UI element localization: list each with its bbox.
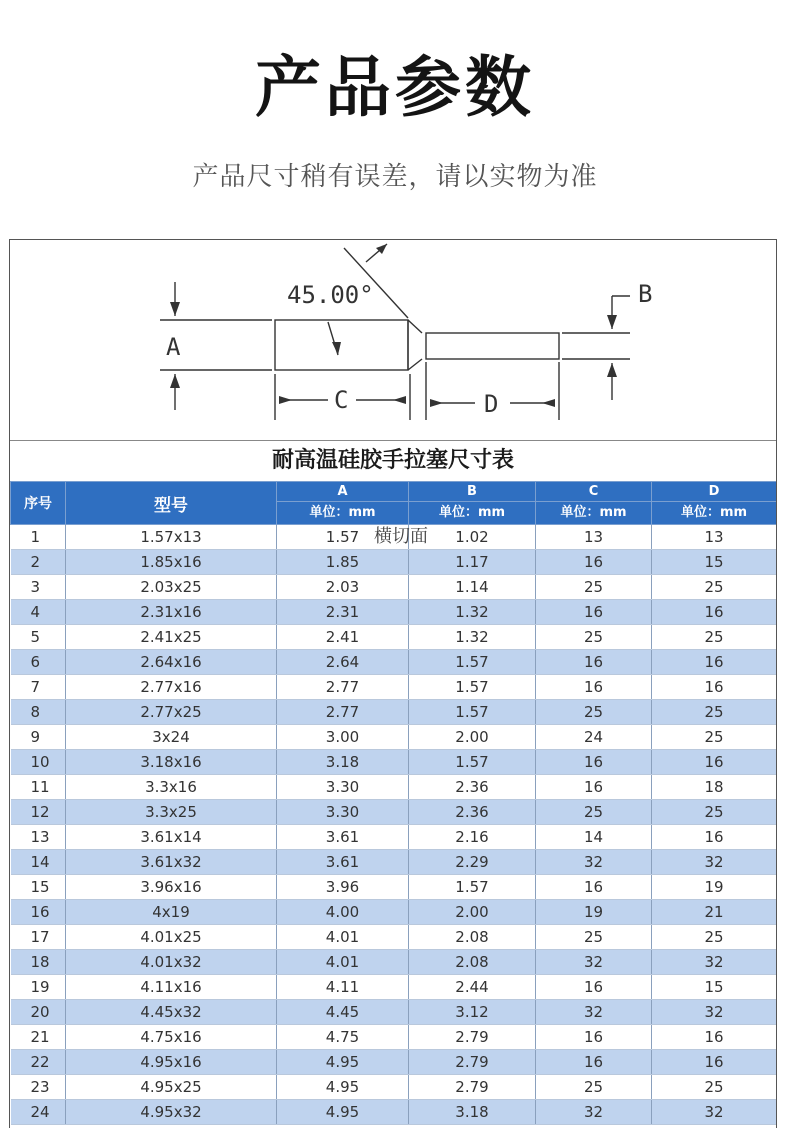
cell-d: 15 — [652, 550, 777, 575]
cell-d: 21 — [652, 900, 777, 925]
cell-model: 4.01x32 — [66, 950, 277, 975]
cell-a: 4.45 — [277, 1000, 409, 1025]
cell-idx: 22 — [11, 1050, 66, 1075]
cell-b: 2.79 — [409, 1075, 536, 1100]
page-title: 产品参数 — [255, 49, 535, 126]
cell-c: 16 — [536, 600, 652, 625]
cell-idx: 3 — [11, 575, 66, 600]
cell-c: 13 — [536, 525, 652, 550]
cell-b: 2.16 — [409, 825, 536, 850]
dim-label-b: B — [638, 280, 653, 308]
cell-a: 2.77 — [277, 700, 409, 725]
page-subtitle: 产品尺寸稍有误差，请以实物为准 — [192, 162, 598, 192]
angle-label: 45.00° — [287, 281, 374, 309]
cell-d: 16 — [652, 1025, 777, 1050]
cell-d: 15 — [652, 975, 777, 1000]
cell-b: 2.00 — [409, 900, 536, 925]
cell-b: 1.14 — [409, 575, 536, 600]
cell-idx: 13 — [11, 825, 66, 850]
cell-idx: 10 — [11, 750, 66, 775]
cell-b: 2.36 — [409, 775, 536, 800]
dim-label-c: C — [334, 386, 349, 414]
cell-b: 1.57 — [409, 700, 536, 725]
cell-idx: 6 — [11, 650, 66, 675]
header-model: 型号 — [66, 482, 277, 525]
cell-idx: 16 — [11, 900, 66, 925]
cell-d: 25 — [652, 1075, 777, 1100]
cell-b: 2.00 — [409, 725, 536, 750]
cell-idx: 15 — [11, 875, 66, 900]
plug-drawing — [10, 240, 776, 440]
header-unit-a: 单位：mm — [277, 502, 409, 525]
table-row — [11, 750, 777, 775]
cell-c: 32 — [536, 950, 652, 975]
cell-idx: 23 — [11, 1075, 66, 1100]
table-row — [11, 725, 777, 750]
cell-b: 2.08 — [409, 925, 536, 950]
cell-a: 3.00 — [277, 725, 409, 750]
cell-a: 4.95 — [277, 1100, 409, 1125]
cell-idx: 2 — [11, 550, 66, 575]
cell-d: 18 — [652, 775, 777, 800]
cell-c: 16 — [536, 675, 652, 700]
cell-c: 16 — [536, 875, 652, 900]
cell-d: 16 — [652, 1050, 777, 1075]
cell-a: 2.77 — [277, 675, 409, 700]
cell-model: 2.31x16 — [66, 600, 277, 625]
cell-a: 4.11 — [277, 975, 409, 1000]
cell-c: 25 — [536, 800, 652, 825]
cell-d: 32 — [652, 1000, 777, 1025]
table-row — [11, 675, 777, 700]
table-title: 耐高温硅胶手拉塞尺寸表 — [10, 440, 776, 482]
header-c: C — [536, 482, 652, 502]
cell-model: 4.75x16 — [66, 1025, 277, 1050]
cell-a: 2.41 — [277, 625, 409, 650]
cell-idx: 11 — [11, 775, 66, 800]
table-row — [11, 1000, 777, 1025]
cell-b: 3.18 — [409, 1100, 536, 1125]
cell-c: 32 — [536, 1100, 652, 1125]
cell-c: 25 — [536, 1075, 652, 1100]
header-b: B — [409, 482, 536, 502]
cell-c: 16 — [536, 975, 652, 1000]
header-a: A — [277, 482, 409, 502]
table-row — [11, 1025, 777, 1050]
cell-d: 19 — [652, 875, 777, 900]
cell-idx: 4 — [11, 600, 66, 625]
cell-d: 25 — [652, 700, 777, 725]
cell-d: 16 — [652, 600, 777, 625]
cell-c: 16 — [536, 650, 652, 675]
cell-a: 4.01 — [277, 925, 409, 950]
cell-a: 3.96 — [277, 875, 409, 900]
cell-c: 16 — [536, 1025, 652, 1050]
cell-model: 4.95x32 — [66, 1100, 277, 1125]
cell-idx: 8 — [11, 700, 66, 725]
table-row — [11, 775, 777, 800]
cell-b: 1.57 — [409, 675, 536, 700]
cell-model: 4.01x25 — [66, 925, 277, 950]
cell-d: 32 — [652, 850, 777, 875]
dimension-diagram — [10, 240, 776, 440]
cell-c: 16 — [536, 775, 652, 800]
cell-d: 25 — [652, 725, 777, 750]
cell-a: 2.03 — [277, 575, 409, 600]
cell-c: 16 — [536, 550, 652, 575]
cell-model: 3.3x25 — [66, 800, 277, 825]
cell-d: 25 — [652, 625, 777, 650]
table-row — [11, 700, 777, 725]
cell-c: 25 — [536, 700, 652, 725]
cell-a: 4.95 — [277, 1075, 409, 1100]
table-row — [11, 1075, 777, 1100]
cell-b: 1.32 — [409, 600, 536, 625]
table-row — [11, 1100, 777, 1125]
cell-idx: 24 — [11, 1100, 66, 1125]
cell-b: 2.79 — [409, 1050, 536, 1075]
cell-idx: 5 — [11, 625, 66, 650]
cell-idx: 1 — [11, 525, 66, 550]
table-row — [11, 900, 777, 925]
table-row — [11, 575, 777, 600]
cell-model: 3.18x16 — [66, 750, 277, 775]
cell-b: 2.29 — [409, 850, 536, 875]
cell-c: 14 — [536, 825, 652, 850]
cross-section-label: 横切面 — [374, 526, 428, 547]
cell-c: 24 — [536, 725, 652, 750]
header-unit-d: 单位：mm — [652, 502, 777, 525]
cell-a: 2.31 — [277, 600, 409, 625]
cell-model: 3.96x16 — [66, 875, 277, 900]
cell-d: 16 — [652, 650, 777, 675]
cell-idx: 20 — [11, 1000, 66, 1025]
cell-a: 4.75 — [277, 1025, 409, 1050]
table-row — [11, 600, 777, 625]
cell-a: 3.61 — [277, 825, 409, 850]
cell-a: 2.64 — [277, 650, 409, 675]
cell-a: 3.30 — [277, 775, 409, 800]
cell-idx: 7 — [11, 675, 66, 700]
cell-model: 4x19 — [66, 900, 277, 925]
table-row — [11, 825, 777, 850]
cell-a: 4.95 — [277, 1050, 409, 1075]
cell-d: 16 — [652, 675, 777, 700]
cell-c: 19 — [536, 900, 652, 925]
cell-model: 3.61x14 — [66, 825, 277, 850]
spec-panel — [9, 239, 777, 1128]
cell-b: 1.02 — [409, 525, 536, 550]
table-row — [11, 800, 777, 825]
cell-d: 25 — [652, 800, 777, 825]
cell-a: 4.01 — [277, 950, 409, 975]
cell-d: 16 — [652, 825, 777, 850]
cell-model: 2.03x25 — [66, 575, 277, 600]
cell-c: 16 — [536, 750, 652, 775]
cell-idx: 14 — [11, 850, 66, 875]
cell-b: 2.79 — [409, 1025, 536, 1050]
cell-b: 2.08 — [409, 950, 536, 975]
cell-idx: 12 — [11, 800, 66, 825]
cell-model: 2.41x25 — [66, 625, 277, 650]
cell-c: 32 — [536, 1000, 652, 1025]
cell-model: 2.64x16 — [66, 650, 277, 675]
cell-model: 2.77x25 — [66, 700, 277, 725]
cell-model: 1.57x13 — [66, 525, 277, 550]
cell-a: 3.30 — [277, 800, 409, 825]
table-row — [11, 1050, 777, 1075]
cell-model: 3.3x16 — [66, 775, 277, 800]
cell-model: 4.95x16 — [66, 1050, 277, 1075]
cell-a: 4.00 — [277, 900, 409, 925]
cell-d: 25 — [652, 575, 777, 600]
table-row — [11, 625, 777, 650]
table-row — [11, 975, 777, 1000]
cell-a: 3.18 — [277, 750, 409, 775]
cell-b: 1.57 — [409, 750, 536, 775]
cell-b: 1.57 — [409, 875, 536, 900]
cell-idx: 17 — [11, 925, 66, 950]
table-row — [11, 950, 777, 975]
size-table — [10, 481, 777, 1125]
cell-idx: 9 — [11, 725, 66, 750]
header-unit-c: 单位：mm — [536, 502, 652, 525]
plug-tip — [426, 333, 559, 359]
cell-idx: 18 — [11, 950, 66, 975]
table-row — [11, 850, 777, 875]
dim-label-a: A — [166, 333, 181, 361]
cell-b: 1.17 — [409, 550, 536, 575]
dim-label-d: D — [484, 390, 499, 418]
table-row — [11, 650, 777, 675]
cell-idx: 19 — [11, 975, 66, 1000]
cell-b: 2.44 — [409, 975, 536, 1000]
header-idx: 序号 — [11, 482, 66, 525]
cell-model: 4.95x25 — [66, 1075, 277, 1100]
cell-model: 4.11x16 — [66, 975, 277, 1000]
cell-model: 1.85x16 — [66, 550, 277, 575]
cell-model: 4.45x32 — [66, 1000, 277, 1025]
cell-d: 32 — [652, 1100, 777, 1125]
cell-idx: 21 — [11, 1025, 66, 1050]
cell-a: 1.85 — [277, 550, 409, 575]
cell-model: 3.61x32 — [66, 850, 277, 875]
cell-c: 25 — [536, 625, 652, 650]
table-row — [11, 925, 777, 950]
table-row — [11, 875, 777, 900]
cell-d: 16 — [652, 750, 777, 775]
cell-model: 3x24 — [66, 725, 277, 750]
cell-b: 1.32 — [409, 625, 536, 650]
cell-c: 16 — [536, 1050, 652, 1075]
cell-c: 25 — [536, 575, 652, 600]
table-row — [11, 550, 777, 575]
cell-d: 32 — [652, 950, 777, 975]
cell-model: 2.77x16 — [66, 675, 277, 700]
cell-a: 3.61 — [277, 850, 409, 875]
header-unit-b: 单位：mm — [409, 502, 536, 525]
cell-c: 25 — [536, 925, 652, 950]
cell-b: 3.12 — [409, 1000, 536, 1025]
cell-a: 1.57 — [277, 525, 409, 550]
cell-d: 13 — [652, 525, 777, 550]
table-body — [11, 525, 777, 1125]
cell-d: 25 — [652, 925, 777, 950]
cell-b: 1.57 — [409, 650, 536, 675]
header-d: D — [652, 482, 777, 502]
plug-body — [275, 320, 408, 370]
cell-b: 2.36 — [409, 800, 536, 825]
cell-c: 32 — [536, 850, 652, 875]
